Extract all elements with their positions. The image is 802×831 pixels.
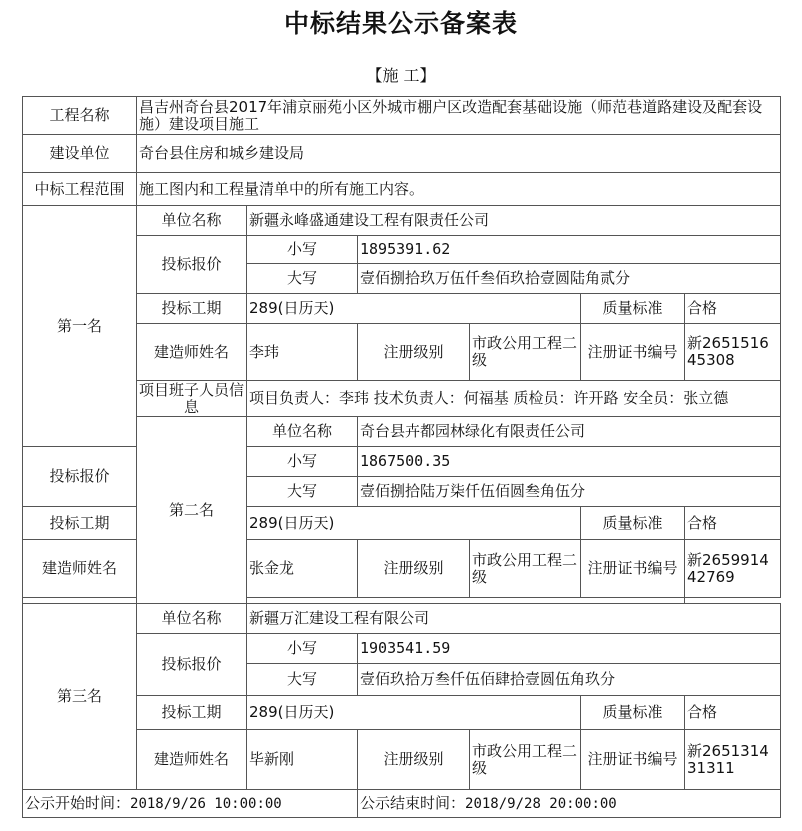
c2-reg-level-value: 市政公用工程二级 — [470, 540, 581, 598]
c1-row-price-lower — [23, 236, 781, 264]
row-project-name — [23, 97, 781, 135]
c1-duration-label: 投标工期 — [137, 294, 247, 324]
c1-quality-label: 质量标准 — [581, 294, 685, 324]
builder-value: 奇台县住房和城乡建设局 — [137, 135, 781, 173]
publish-end-value: 2018/9/28 20:00:00 — [465, 795, 617, 812]
scope-label: 中标工程范围 — [23, 173, 137, 206]
publish-start-label: 公示开始时间： — [25, 793, 131, 812]
publish-start-cell — [23, 790, 358, 818]
c3-constructor-value: 毕新刚 — [247, 730, 358, 790]
c1-team-label: 项目班子人员信息 — [137, 381, 247, 417]
c1-quality-value: 合格 — [685, 294, 781, 324]
row-scope — [23, 173, 781, 206]
c2-lower-label: 小写 — [247, 447, 358, 477]
publish-end-label: 公示结束时间： — [360, 793, 466, 812]
c3-constructor-label: 建造师姓名 — [137, 730, 247, 790]
c3-reg-level-label: 注册级别 — [358, 730, 470, 790]
c2-quality-label: 质量标准 — [581, 507, 685, 540]
c3-duration-value: 289(日历天) — [247, 696, 581, 730]
c2-row-price-lower — [23, 447, 781, 477]
publish-end-cell — [358, 790, 781, 818]
c2-constructor-label: 建造师姓名 — [23, 540, 137, 598]
scope-value: 施工图内和工程量清单中的所有施工内容。 — [137, 173, 781, 206]
c3-cert-label: 注册证书编号 — [581, 730, 685, 790]
c3-row-constructor — [23, 730, 781, 790]
c3-unit-label: 单位名称 — [137, 604, 247, 634]
c3-rank: 第三名 — [23, 604, 137, 790]
c1-reg-level-label: 注册级别 — [358, 324, 470, 381]
c2-reg-level-label: 注册级别 — [358, 540, 470, 598]
c1-rank: 第一名 — [23, 206, 137, 447]
c1-lower-label: 小写 — [247, 236, 358, 264]
c3-upper-label: 大写 — [247, 664, 358, 696]
c1-price-upper: 壹佰捌拾玖万伍仟叁佰玖拾壹圆陆角贰分 — [358, 264, 781, 294]
c2-price-label: 投标报价 — [23, 447, 137, 507]
c3-row-price-lower — [23, 634, 781, 664]
bid-result-table — [22, 96, 781, 818]
c2-duration-label: 投标工期 — [23, 507, 137, 540]
c3-price-label: 投标报价 — [137, 634, 247, 696]
c2-unit-label: 单位名称 — [247, 417, 358, 447]
c1-price-label: 投标报价 — [137, 236, 247, 294]
c1-cert-value: 新265151645308 — [685, 324, 781, 381]
c1-unit-value: 新疆永峰盛通建设工程有限责任公司 — [247, 206, 781, 236]
c1-constructor-label: 建造师姓名 — [137, 324, 247, 381]
c3-row-unit — [23, 604, 781, 634]
c3-lower-label: 小写 — [247, 634, 358, 664]
c3-quality-value: 合格 — [685, 696, 781, 730]
c3-cert-value: 新265131431311 — [685, 730, 781, 790]
builder-label: 建设单位 — [23, 135, 137, 173]
c1-team-value: 项目负责人：李玮 技术负责人：何福基 质检员：许开路 安全员：张立德 — [247, 381, 781, 417]
c1-unit-label: 单位名称 — [137, 206, 247, 236]
category-label: 【施 工】 — [366, 66, 436, 85]
c1-upper-label: 大写 — [247, 264, 358, 294]
c1-row-constructor — [23, 324, 781, 381]
c2-rank: 第二名 — [137, 417, 247, 604]
c2-row-constructor — [23, 540, 781, 598]
c2-quality-value: 合格 — [685, 507, 781, 540]
c1-reg-level-value: 市政公用工程二级 — [470, 324, 581, 381]
c3-quality-label: 质量标准 — [581, 696, 685, 730]
c2-cert-label: 注册证书编号 — [581, 540, 685, 598]
c2-price-upper: 壹佰捌拾陆万柒仟伍佰圆叁角伍分 — [358, 477, 781, 507]
c1-price-lower: 1895391.62 — [358, 236, 781, 264]
c3-duration-label: 投标工期 — [137, 696, 247, 730]
c3-row-duration — [23, 696, 781, 730]
c1-row-duration — [23, 294, 781, 324]
c2-unit-value: 奇台县卉都园林绿化有限责任公司 — [358, 417, 781, 447]
page-title: 中标结果公示备案表 — [283, 9, 518, 38]
c1-constructor-value: 李玮 — [247, 324, 358, 381]
c3-price-lower: 1903541.59 — [358, 634, 781, 664]
c3-unit-value: 新疆万汇建设工程有限公司 — [247, 604, 781, 634]
project-name-value: 昌吉州奇台县2017年浦京丽苑小区外城市棚户区改造配套基础设施（师范巷道路建设及配套设施）建设项目施工 — [137, 97, 781, 135]
publish-start-value: 2018/9/26 10:00:00 — [130, 795, 282, 812]
row-builder — [23, 135, 781, 173]
c2-duration-value: 289(日历天) — [247, 507, 581, 540]
c2-row-duration — [23, 507, 781, 540]
c1-duration-value: 289(日历天) — [247, 294, 581, 324]
c2-row-unit — [23, 417, 781, 447]
c1-row-unit — [23, 206, 781, 236]
c3-price-upper: 壹佰玖拾万叁仟伍佰肆拾壹圆伍角玖分 — [358, 664, 781, 696]
c2-cert-value: 新265991442769 — [685, 540, 781, 598]
c3-reg-level-value: 市政公用工程二级 — [470, 730, 581, 790]
project-name-label: 工程名称 — [23, 97, 137, 135]
c2-price-lower: 1867500.35 — [358, 447, 781, 477]
c2-upper-label: 大写 — [247, 477, 358, 507]
c1-row-team — [23, 381, 781, 417]
c1-cert-label: 注册证书编号 — [581, 324, 685, 381]
row-publish-time — [23, 790, 781, 818]
c2-constructor-value: 张金龙 — [247, 540, 358, 598]
